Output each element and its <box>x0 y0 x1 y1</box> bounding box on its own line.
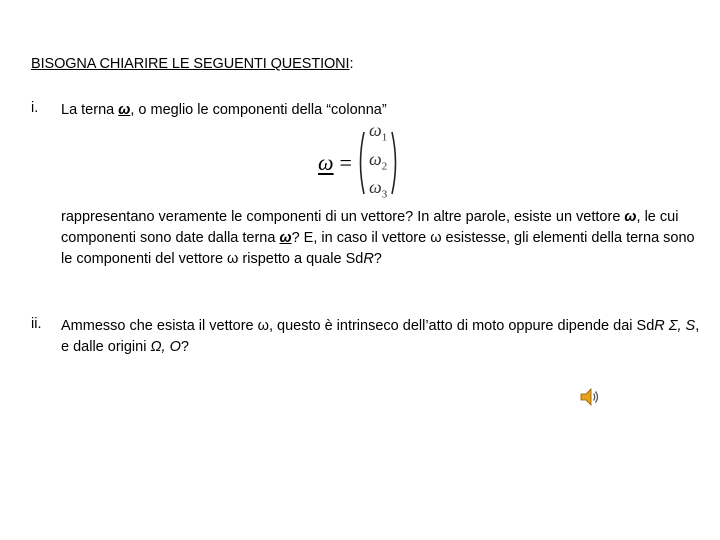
heading-colon: : <box>349 56 354 72</box>
item-i-text-after: , o meglio le componenti della “colonna” <box>130 102 387 118</box>
item-i-text-before: La terna <box>61 102 119 118</box>
item-ii-text <box>61 316 701 358</box>
item-number-ii: ii. <box>31 316 42 332</box>
component-2-index: 2 <box>381 160 388 173</box>
cont-text-1: rappresentano veramente le componenti di un vettore? In altre parole, esiste un vettore <box>61 209 625 225</box>
column-components <box>366 120 390 206</box>
cont-R: R <box>363 251 374 267</box>
item-i-intro <box>61 100 387 121</box>
omega-o-symbols: Ω, O <box>150 339 181 355</box>
heading-text: BISOGNA CHIARIRE LE SEGUENTI QUESTIONI <box>31 56 350 72</box>
equals-sign: = <box>339 150 352 175</box>
component-2-symbol: ω <box>368 148 382 169</box>
component-1-index: 1 <box>381 131 388 144</box>
component-1 <box>369 120 387 149</box>
cont-omega: ω <box>624 209 637 225</box>
item-ii-text-3: , e dalle origini <box>61 318 700 355</box>
left-parenthesis <box>356 131 366 195</box>
item-ii-text-4: ? <box>180 339 189 355</box>
cont-text-4: ? <box>373 251 382 267</box>
slide-heading <box>31 56 353 72</box>
item-i-continuation <box>61 207 701 270</box>
component-3-symbol: ω <box>368 177 382 198</box>
omega-column-equation <box>318 120 400 201</box>
omega-symbol: ω <box>118 102 131 118</box>
cont-text-2: , le cui componenti sono date dalla terna <box>61 209 679 246</box>
item-ii-R: R <box>654 318 665 334</box>
item-ii-text-1: Ammesso che esista il vettore ω, questo è intrinseco dell’atto di moto oppure dipende dai Sd <box>61 318 655 334</box>
column-vector <box>356 120 400 206</box>
right-parenthesis <box>390 131 400 195</box>
component-3-index: 3 <box>381 188 388 201</box>
equation-lhs: ω <box>318 150 334 175</box>
item-number-i: i. <box>31 100 39 116</box>
sigma-s-symbols: Σ, S <box>668 318 696 334</box>
speaker-icon[interactable] <box>578 386 600 408</box>
component-1-symbol: ω <box>368 120 382 141</box>
cont-omega-underlined: ω <box>279 230 292 246</box>
cont-text-3: ? E, in caso il vettore ω esistesse, gli elementi della terna sono le componenti del vettore ω rispetto a quale Sd <box>61 230 695 267</box>
component-3 <box>369 177 387 206</box>
component-2 <box>369 149 387 178</box>
